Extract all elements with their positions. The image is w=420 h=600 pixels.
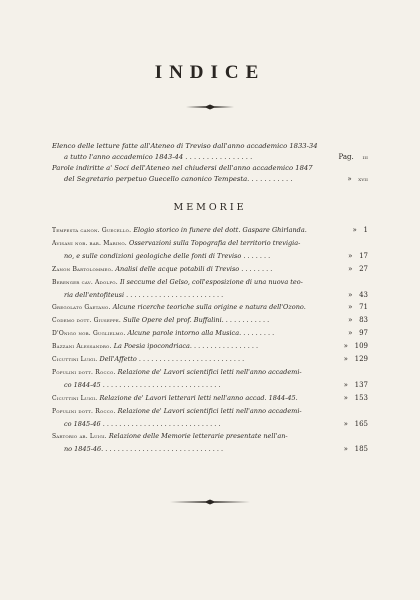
entry-author: Zanon Bartolommeo. [52, 265, 114, 273]
memoria-entry [52, 238, 368, 248]
entry-title: Osservazioni sulla Topografia del territorio trevigia- [129, 238, 301, 247]
top-ornament-rule [0, 95, 420, 114]
entry-title: Relazione delle Memorie letterarie presentate nell'an- [108, 432, 288, 441]
entry-title: Alcune ricerche teoriche sulla origine e natura dell'Ozono. [112, 303, 306, 312]
memoria-entry [52, 354, 368, 364]
entry-author: D'Onigo nob. Guglielmo. [52, 330, 126, 338]
page-number: » 43 [348, 290, 368, 299]
memoria-entry [64, 444, 368, 454]
page-number: Pag. iii [338, 153, 368, 161]
page-number: » 71 [348, 303, 368, 312]
section-heading: MEMORIE [173, 202, 247, 213]
page-number: » 1 [352, 226, 368, 234]
page-number: » 153 [343, 393, 368, 402]
page-number: » 27 [348, 264, 368, 273]
memoria-entry [64, 251, 368, 261]
memoria-entry [52, 431, 368, 441]
entry-title: ria dell'entofiteusi . . . . . . . . . . . . . . . . . . . . . . . . [64, 290, 224, 299]
page-number: » 165 [343, 419, 368, 428]
entry-author: Cicuttini Luigi. [52, 356, 98, 363]
entry-title: co 1844-45 . . . . . . . . . . . . . . . . . . . . . . . . . . . . . [64, 380, 221, 389]
entry-author: Cicuttini Luigi. [52, 394, 98, 402]
entry-author: Berenger cav. Adolfo. [52, 278, 118, 286]
entry-title: Relazione de' Lavori scientifici letti nell'anno accademi- [117, 406, 302, 415]
page-number: » 129 [343, 355, 368, 363]
entry-title: no 1845-46. . . . . . . . . . . . . . . . . . . . . . . . . . . . . . [64, 445, 224, 454]
memoria-entry [64, 290, 368, 300]
entry-title: La Poesia ipocondriaca. . . . . . . . . . . . . . . . . [113, 342, 259, 351]
entry-author: Tempesta canon. Guecello. [52, 227, 132, 234]
memoria-entry [64, 419, 368, 429]
prefatory-line-4: del Segretario perpetuo Guecello canonico Tempesta. . . . . . . . . . . » xvii [64, 175, 368, 183]
page-number: » 185 [343, 445, 368, 454]
page-number: » 83 [348, 316, 368, 325]
entry-title: Relazione de' Lavori letterari letti nell'anno accad. 1844-45. [99, 393, 298, 402]
memoria-entry [52, 315, 368, 325]
entry-title: co 1845-46 . . . . . . . . . . . . . . . . . . . . . . . . . . . . . [64, 419, 221, 428]
page-number: » 137 [343, 380, 368, 389]
entry-author: Populini dott. Rocco. [52, 368, 116, 376]
memoria-entry [52, 341, 368, 351]
memoria-entry [52, 367, 368, 377]
page-number: » 17 [348, 251, 368, 260]
entry-author: Bazzani Alessandro. [52, 343, 112, 351]
page-number: » 109 [343, 342, 368, 351]
page-number: » 97 [348, 329, 368, 338]
memoria-entry [52, 302, 368, 312]
entry-title: Elogio storico in funere del dott. Gaspare Ghirlanda. [133, 226, 307, 234]
memoria-entry [52, 406, 368, 416]
memoria-entry [52, 264, 368, 274]
prefatory-line-2: a tutto l'anno accademico 1843-44 . . . . . . . . . . . . . . . . Pag. iii [64, 153, 368, 161]
entry-author: Avisani nob. bar. Marino. [52, 239, 127, 247]
bottom-ornament-rule [0, 490, 420, 509]
entry-author: Codemo dott. Giuseppe. [52, 317, 122, 325]
entry-title: Il seccume del Gelso, coll'esposizione di una nuova teo- [119, 277, 303, 286]
memoria-entry [52, 277, 368, 287]
entry-title: Alcune parole intorno alla Musica. . . . . . . . . [127, 329, 275, 338]
memoria-entry [64, 380, 368, 390]
entry-title: Dell'Affetto . . . . . . . . . . . . . . . . . . . . . . . . . . [99, 355, 245, 363]
prefatory-line-1: Elenco delle letture fatte all'Ateneo di Treviso dall'anno accademico 1833-34 [52, 142, 318, 150]
entry-title: Analisi delle acque potabili di Treviso . . . . . . . . [115, 264, 273, 273]
entry-author: Sartorio ab. Luigi. [52, 433, 107, 441]
entry-title: Relazione de' Lavori scientifici letti nell'anno accademi- [117, 367, 302, 376]
entry-title: no, e sulle condizioni geologiche delle fonti di Treviso . . . . . . . [64, 251, 271, 260]
entry-title: Sulle Opere del prof. Buffalini. . . . . . . . . . . . [123, 316, 270, 325]
entry-author: Populini dott. Rocco. [52, 407, 116, 415]
memoria-entry [52, 393, 368, 403]
memoria-entry [52, 328, 368, 338]
page-number: » xvii [347, 175, 368, 183]
page-title: INDICE [154, 62, 266, 83]
entry-author: Gregolato Gaetano. [52, 304, 111, 312]
prefatory-line-3: Parole indiritte a' Soci dell'Ateneo nel chiudersi dell'anno accademico 1847 [52, 164, 313, 172]
memoria-entry [52, 225, 368, 235]
